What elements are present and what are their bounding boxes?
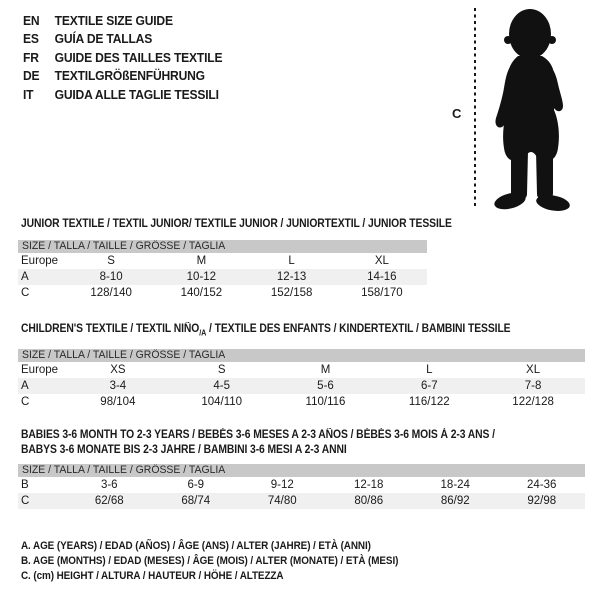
size-header-band [18,349,585,362]
size-cell: L [288,255,295,267]
height-cell: 104/110 [201,396,243,408]
baby-silhouette-icon [483,6,579,212]
size-cell: XL [374,255,389,267]
size-cell: S [217,364,226,376]
junior-size-table [18,240,427,301]
size-cell: M [196,255,207,267]
language-code: IT [23,86,34,102]
row-label: B [21,479,29,491]
language-row-en [23,11,222,30]
row-label: C [21,495,30,507]
children-size-table [18,349,585,410]
language-code: EN [23,12,40,28]
age-cell: 6-7 [420,380,438,392]
babies-title-line1: BABIES 3-6 MONTH TO 2-3 YEARS / BEBÉS 3-6 MESES A 2-3 AÑOS / BÉBÉS 3-6 MOIS À 2-3 ANS / [21,429,495,441]
table-row-europe [18,253,427,269]
size-header-label: SIZE / TALLA / TAILLE / GRÖSSE / TAGLIA [22,464,226,476]
language-label: GUIDA ALLE TAGLIE TESSILI [54,86,219,102]
age-cell: 8-10 [99,271,123,283]
age-cell: 5-6 [317,380,334,392]
height-measure-line [474,8,476,208]
babies-section-title [21,428,495,457]
legend-line-b: B. AGE (MONTHS) / EDAD (MESES) / ÂGE (MOIS) / ALTER (MONATE) / ETÀ (MESI) [21,555,399,567]
months-cell: 18-24 [440,479,470,491]
age-cell: 14-16 [367,271,397,283]
height-cell: 92/98 [527,495,557,507]
height-cell: 152/158 [270,287,313,299]
size-header-band [18,464,585,477]
age-cell: 12-13 [276,271,307,283]
months-cell: 24-36 [527,479,557,491]
language-code: ES [23,31,39,47]
table-row-height [18,493,585,509]
height-cell: 98/104 [100,396,136,408]
height-measure-label: C [452,106,462,121]
height-cell: 68/74 [181,495,211,507]
size-header-label: SIZE / TALLA / TAILLE / GRÖSSE / TAGLIA [22,240,226,252]
babies-size-table [18,464,585,509]
language-label: TEXTILGRÖßENFÜHRUNG [54,68,205,84]
size-cell: M [320,364,331,376]
row-label: Europe [21,255,59,267]
height-cell: 158/170 [361,287,403,299]
months-cell: 12-18 [354,479,384,491]
height-cell: 74/80 [267,495,297,507]
table-row-height [18,394,585,410]
height-cell: 116/122 [408,396,450,408]
children-title-suffix: / TEXTILE DES ENFANTS / KINDERTEXTIL / BAMBINI TESSILE [206,323,511,335]
legend-line-a: A. AGE (YEARS) / EDAD (AÑOS) / ÂGE (ANS) / ALTER (JAHRE) / ETÀ (ANNI) [21,540,371,552]
size-cell: L [426,364,433,376]
legend [21,539,440,584]
children-title-prefix: CHILDREN'S TEXTILE / TEXTIL NIÑO [21,323,200,335]
months-cell: 6-9 [187,479,205,491]
row-label: Europe [21,364,59,376]
months-cell: 9-12 [270,479,294,491]
size-cell: S [107,255,115,267]
table-row-months [18,477,585,493]
language-label: GUIDE DES TAILLES TEXTILE [54,49,223,65]
height-cell: 80/86 [354,495,384,507]
row-label: A [21,271,29,283]
language-row-de [23,67,222,86]
language-code: FR [23,49,39,65]
size-cell: XS [110,364,126,376]
table-row-europe [18,362,585,378]
height-cell: 62/68 [94,495,124,507]
table-row-age [18,269,427,285]
height-cell: 128/140 [90,287,132,299]
language-row-es [23,30,222,49]
age-cell: 3-4 [109,380,127,392]
language-label: GUÍA DE TALLAS [54,31,153,47]
row-label: C [21,396,30,408]
size-header-band [18,240,427,253]
junior-section-title: JUNIOR TEXTILE / TEXTIL JUNIOR/ TEXTILE JUNIOR / JUNIORTEXTIL / JUNIOR TESSILE [21,218,452,230]
language-label: TEXTILE SIZE GUIDE [54,12,173,28]
height-cell: 140/152 [180,287,223,299]
row-label: C [21,287,30,299]
months-cell: 3-6 [100,479,118,491]
language-code: DE [23,68,40,84]
height-cell: 110/116 [305,396,346,408]
table-row-height [18,285,427,301]
language-row-it [23,85,222,104]
height-cell: 122/128 [512,396,554,408]
language-row-fr [23,48,222,67]
children-title-sub: /A [199,328,207,338]
table-row-age [18,378,585,394]
height-cell: 86/92 [440,495,470,507]
age-cell: 4-5 [213,380,230,392]
size-cell: XL [526,364,541,376]
age-cell: 7-8 [524,380,542,392]
age-cell: 10-12 [186,271,217,283]
children-section-title [21,322,511,341]
language-list [23,11,237,104]
size-header-label: SIZE / TALLA / TAILLE / GRÖSSE / TAGLIA [22,349,226,361]
babies-title-line2: BABYS 3-6 MONATE BIS 2-3 JAHRE / BAMBINI 3-6 MESI A 2-3 ANNI [21,443,347,456]
legend-line-c: C. (cm) HEIGHT / ALTURA / HAUTEUR / HÖHE / ALTEZZA [21,570,284,582]
row-label: A [21,380,29,392]
